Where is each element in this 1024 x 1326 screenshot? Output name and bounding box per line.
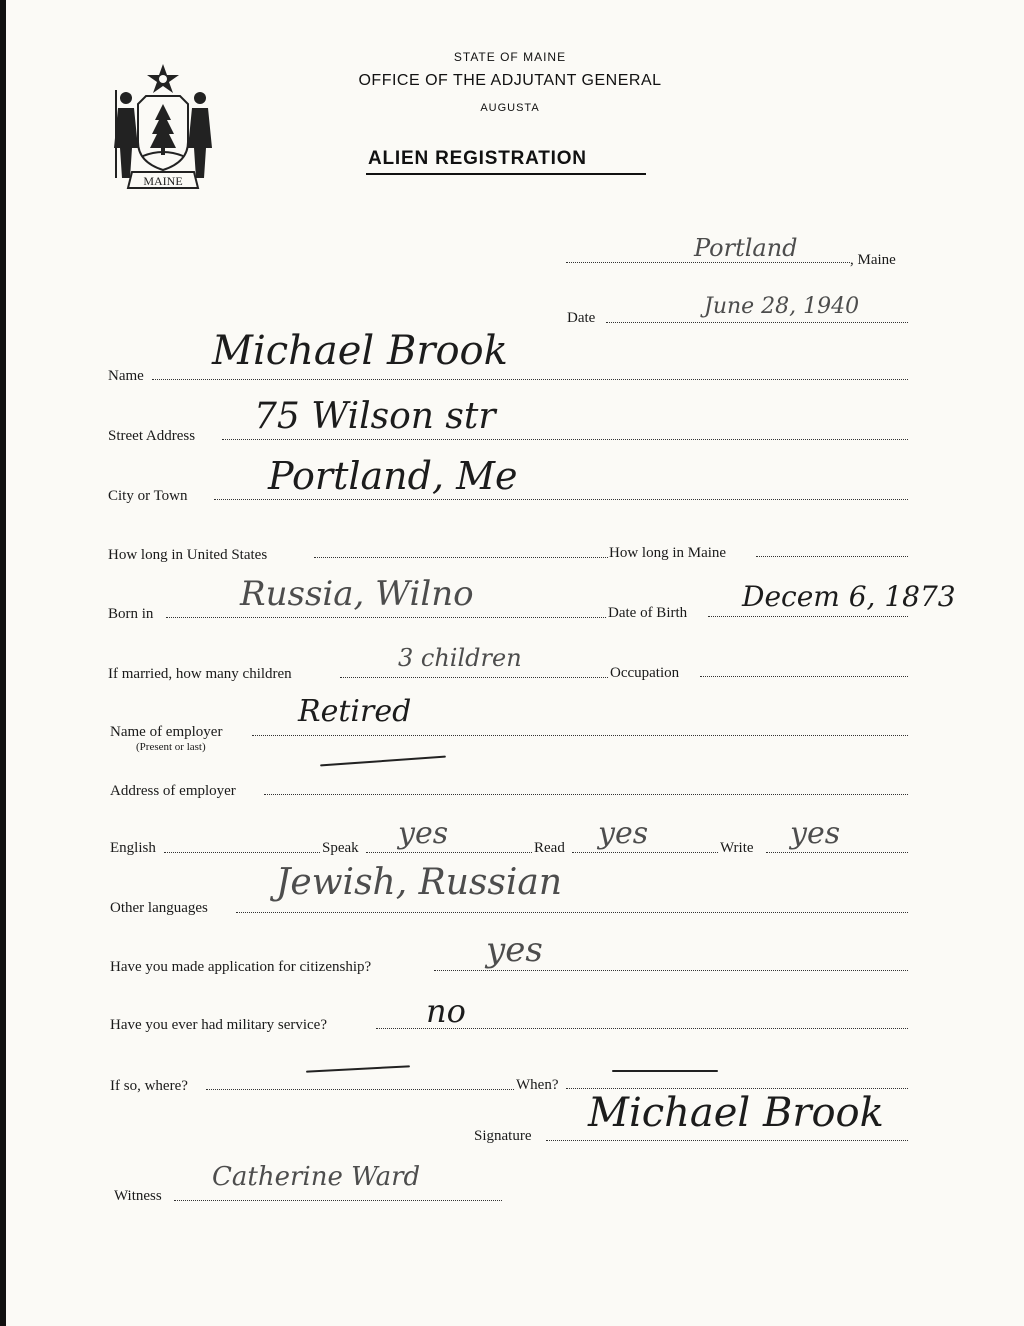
english-line: [164, 852, 320, 853]
maine-suffix-label: , Maine: [850, 252, 896, 268]
speak-value: yes: [398, 816, 449, 851]
date-of-birth-label: Date of Birth: [608, 605, 688, 621]
citizenship-label: Have you made application for citizenship?: [110, 959, 372, 975]
write-label: Write: [720, 840, 754, 856]
date-of-birth-line: [708, 616, 908, 617]
read-value: yes: [598, 816, 649, 851]
employer-label: Name of employer: [110, 724, 223, 740]
write-value: yes: [790, 816, 841, 851]
other-languages-line: [236, 912, 908, 913]
form-title: ALIEN REGISTRATION: [368, 148, 587, 169]
children-value: 3 children: [398, 644, 522, 672]
witness-label: Witness: [114, 1188, 162, 1204]
when-dash-mark: [612, 1070, 718, 1072]
witness-line: [174, 1200, 502, 1201]
employer-address-label: Address of employer: [110, 783, 236, 799]
street-line: [222, 439, 908, 440]
born-in-value: Russia, Wilno: [240, 574, 474, 614]
other-languages-label: Other languages: [110, 900, 208, 916]
city-value: Portland, Me: [268, 454, 518, 498]
where-label: If so, where?: [110, 1078, 188, 1094]
read-label: Read: [534, 840, 565, 856]
date-value: June 28, 1940: [704, 294, 860, 319]
where-line: [206, 1089, 514, 1090]
when-line: [566, 1088, 908, 1089]
how-long-us-line: [314, 557, 608, 558]
employer-value: Retired: [298, 694, 412, 729]
read-line: [572, 852, 718, 853]
employer-dash-mark: [320, 756, 446, 767]
name-label: Name: [108, 368, 144, 384]
military-value: no: [426, 992, 466, 1030]
title-underline: [366, 173, 646, 175]
born-in-line: [166, 617, 606, 618]
other-languages-value: Jewish, Russian: [276, 862, 563, 903]
citizenship-value: yes: [486, 930, 543, 970]
born-in-label: Born in: [108, 606, 154, 622]
office-heading: OFFICE OF THE ADJUTANT GENERAL: [358, 72, 662, 89]
town-value: Portland: [694, 234, 798, 262]
speak-label: Speak: [322, 840, 359, 856]
date-of-birth-value: Decem 6, 1873: [742, 580, 956, 613]
how-long-maine-label: How long in Maine: [609, 545, 727, 561]
children-line: [340, 677, 608, 678]
how-long-us-label: How long in United States: [108, 547, 268, 563]
name-line: [152, 379, 908, 380]
witness-value: Catherine Ward: [212, 1162, 421, 1192]
street-label: Street Address: [108, 428, 196, 444]
occupation-label: Occupation: [610, 665, 680, 681]
date-label: Date: [567, 310, 596, 326]
signature-label: Signature: [474, 1128, 532, 1144]
employer-address-line: [264, 794, 908, 795]
citizenship-line: [434, 970, 908, 971]
how-long-maine-line: [756, 556, 908, 557]
city-heading: AUGUSTA: [480, 102, 540, 114]
speak-line: [366, 852, 532, 853]
city-label: City or Town: [108, 488, 188, 504]
children-label: If married, how many children: [108, 666, 292, 682]
employer-line: [252, 735, 908, 736]
state-seal-emblem: [108, 60, 218, 192]
english-label: English: [110, 840, 156, 856]
street-value: 75 Wilson str: [254, 396, 496, 437]
write-line: [766, 852, 908, 853]
date-line: [606, 322, 908, 323]
when-label: When?: [516, 1077, 559, 1093]
military-label: Have you ever had military service?: [110, 1017, 327, 1033]
occupation-line: [700, 676, 908, 677]
name-value: Michael Brook: [212, 328, 508, 374]
state-heading: STATE OF MAINE: [453, 50, 567, 64]
signature-value: Michael Brook: [588, 1090, 884, 1136]
signature-line: [546, 1140, 908, 1141]
where-dash-mark: [306, 1065, 410, 1072]
city-line: [214, 499, 908, 500]
scan-edge: [0, 0, 6, 1326]
town-line: [566, 262, 850, 263]
svg-text:MAINE: MAINE: [143, 174, 183, 188]
employer-sub-label: (Present or last): [136, 741, 206, 753]
